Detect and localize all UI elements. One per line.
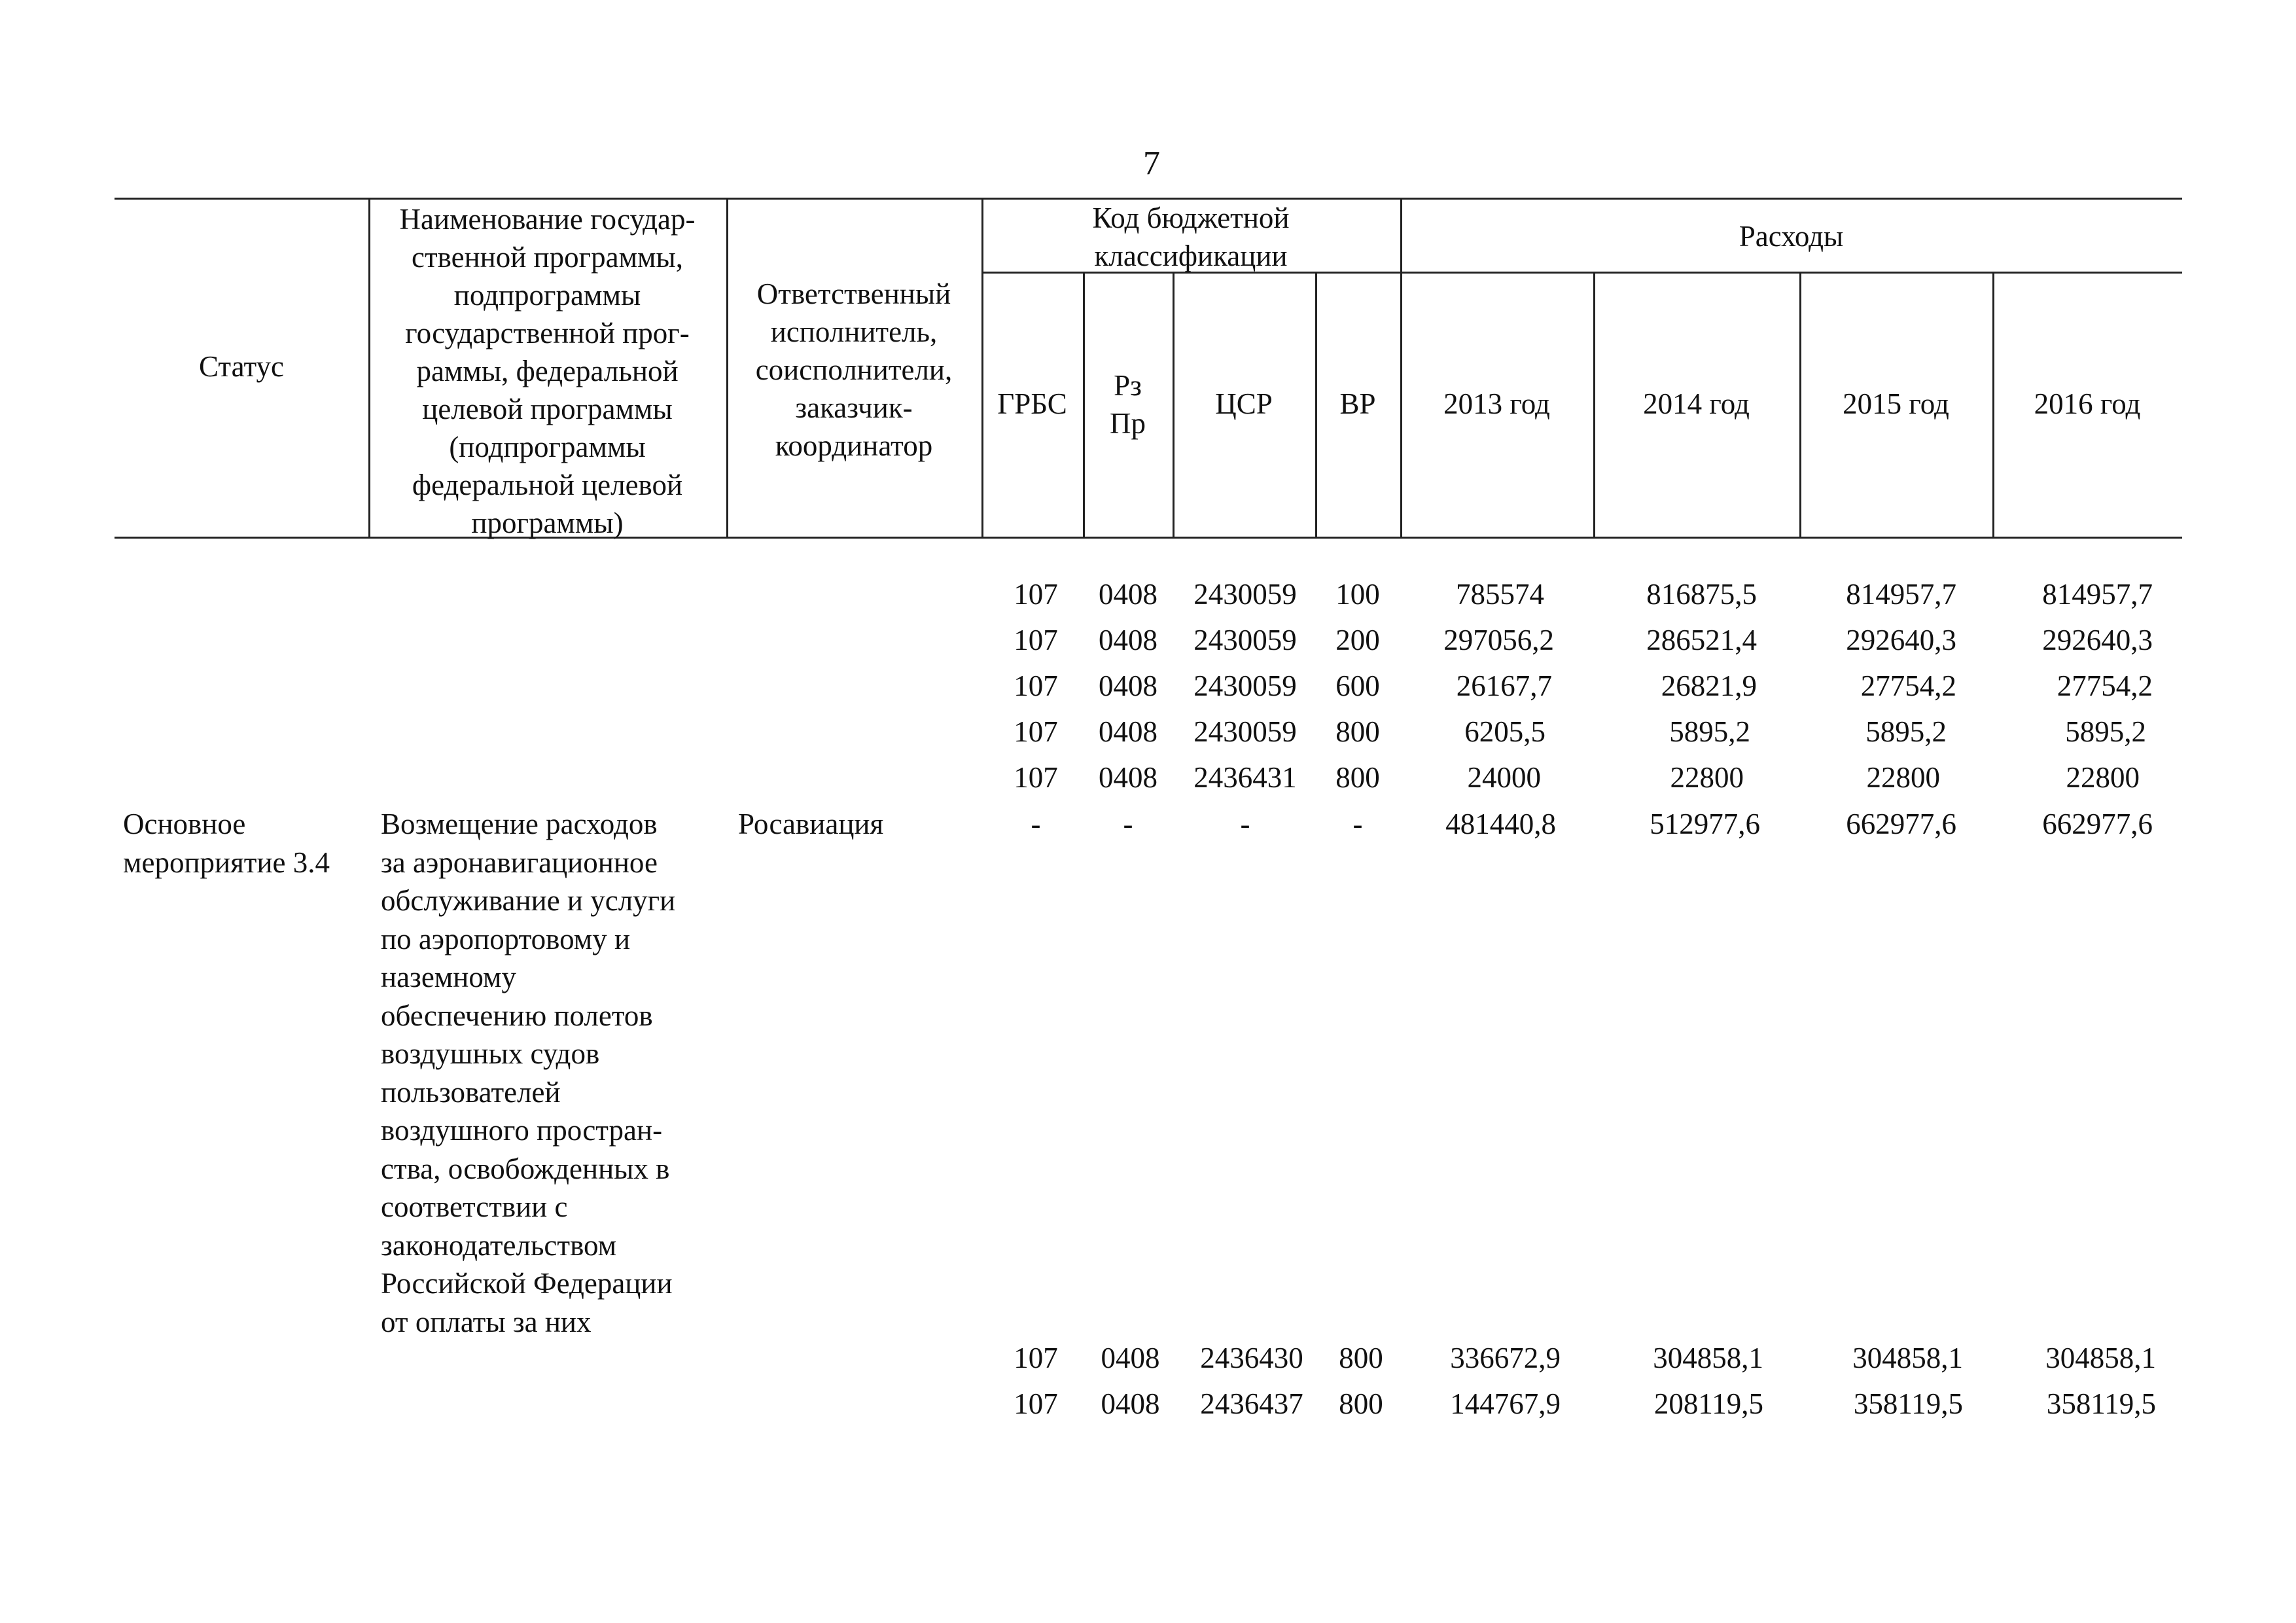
cell-2015: 292640,3 bbox=[1846, 624, 1956, 656]
cell-2013: 785574 bbox=[1456, 578, 1544, 611]
cell-grbs: 107 bbox=[1014, 1342, 1058, 1374]
cell-vr: 600 bbox=[1335, 669, 1380, 702]
cell-csr: 2430059 bbox=[1193, 578, 1297, 611]
header-rzpr: Рз Пр bbox=[1110, 369, 1146, 440]
main-program-name: Возмещение расходов за аэронавигационное обслуживание и услуги по аэропортовому и наземному обеспечению полетов воздушных судов пользователей воздушного простран- ства, освобожденных в соответствии с законодательством Российской Федерации от оплаты за них bbox=[381, 808, 676, 1338]
cell-csr: 2436437 bbox=[1200, 1387, 1303, 1420]
main-responsible: Росавиация bbox=[738, 808, 884, 840]
cell-2014: 512977,6 bbox=[1650, 808, 1760, 840]
header-year-2016: 2016 год bbox=[2034, 387, 2141, 420]
cell-2014: 22800 bbox=[1670, 761, 1744, 794]
cell-2013: 297056,2 bbox=[1443, 624, 1554, 656]
cell-grbs: 107 bbox=[1014, 715, 1058, 748]
expenses-rule bbox=[1400, 272, 2182, 274]
cell-2013: 26167,7 bbox=[1456, 669, 1552, 702]
cell-2016: 22800 bbox=[2066, 761, 2140, 794]
header-budget-code: Код бюджетной классификации bbox=[1092, 202, 1290, 272]
main-status: Основное мероприятие 3.4 bbox=[123, 808, 330, 879]
cell-vr: 800 bbox=[1339, 1342, 1383, 1374]
cell-2015: 22800 bbox=[1866, 761, 1940, 794]
cell-2015: 304858,1 bbox=[1852, 1342, 1963, 1374]
cell-csr: 2430059 bbox=[1193, 624, 1297, 656]
cell-vr: 200 bbox=[1335, 624, 1380, 656]
cell-csr: 2430059 bbox=[1193, 669, 1297, 702]
cell-2016: 5895,2 bbox=[2065, 715, 2146, 748]
cell-grbs: 107 bbox=[1014, 761, 1058, 794]
cell-grbs: 107 bbox=[1014, 624, 1058, 656]
cell-2014: 286521,4 bbox=[1646, 624, 1757, 656]
cell-vr: 800 bbox=[1335, 715, 1380, 748]
header-vr: ВР bbox=[1339, 387, 1376, 420]
header-program-name: Наименование государ- ственной программы, подпрограммы государственной прог- раммы, федеральной целевой программы (подпрограммы федеральной целевой программы) bbox=[399, 203, 696, 539]
cell-grbs: - bbox=[1031, 808, 1041, 840]
cell-vr: 800 bbox=[1339, 1387, 1383, 1420]
cell-rzpr: 0408 bbox=[1099, 624, 1157, 656]
cell-rzpr: 0408 bbox=[1099, 715, 1157, 748]
cell-csr: - bbox=[1240, 808, 1250, 840]
cell-grbs: 107 bbox=[1014, 578, 1058, 611]
header-year-2013: 2013 год bbox=[1443, 387, 1550, 420]
header-status: Статус bbox=[199, 350, 284, 383]
cell-vr: - bbox=[1352, 808, 1363, 840]
cell-2016: 814957,7 bbox=[2042, 578, 2153, 611]
cell-csr: 2436430 bbox=[1200, 1342, 1303, 1374]
cell-rzpr: - bbox=[1123, 808, 1133, 840]
cell-2016: 27754,2 bbox=[2057, 669, 2153, 702]
cell-csr: 2436431 bbox=[1193, 761, 1297, 794]
cell-2014: 208119,5 bbox=[1653, 1387, 1763, 1420]
cell-2013: 481440,8 bbox=[1445, 808, 1556, 840]
cell-2013: 6205,5 bbox=[1464, 715, 1545, 748]
page-number: 7 bbox=[1143, 145, 1160, 182]
cell-csr: 2430059 bbox=[1193, 715, 1297, 748]
cell-2016: 358119,5 bbox=[2046, 1387, 2156, 1420]
cell-grbs: 107 bbox=[1014, 669, 1058, 702]
cell-2014: 304858,1 bbox=[1653, 1342, 1763, 1374]
header-responsible: Ответственный исполнитель, соисполнители, заказчик- координатор bbox=[755, 277, 953, 462]
header-csr: ЦСР bbox=[1215, 387, 1273, 420]
cell-2015: 5895,2 bbox=[1865, 715, 1947, 748]
cell-rzpr: 0408 bbox=[1099, 761, 1157, 794]
cell-2016: 662977,6 bbox=[2042, 808, 2153, 840]
cell-2016: 292640,3 bbox=[2042, 624, 2153, 656]
cell-rzpr: 0408 bbox=[1101, 1387, 1160, 1420]
cell-2014: 5895,2 bbox=[1669, 715, 1750, 748]
cell-2015: 358119,5 bbox=[1853, 1387, 1963, 1420]
cell-rzpr: 0408 bbox=[1101, 1342, 1160, 1374]
cell-rzpr: 0408 bbox=[1099, 578, 1157, 611]
cell-rzpr: 0408 bbox=[1099, 669, 1157, 702]
header-year-2015: 2015 год bbox=[1843, 387, 1949, 420]
cell-2015: 27754,2 bbox=[1860, 669, 1956, 702]
cell-vr: 800 bbox=[1335, 761, 1380, 794]
cell-vr: 100 bbox=[1335, 578, 1380, 611]
cell-2014: 26821,9 bbox=[1661, 669, 1757, 702]
cell-grbs: 107 bbox=[1014, 1387, 1058, 1420]
cell-2016: 304858,1 bbox=[2045, 1342, 2156, 1374]
cell-2015: 814957,7 bbox=[1846, 578, 1956, 611]
cell-2015: 662977,6 bbox=[1846, 808, 1956, 840]
header-expenses: Расходы bbox=[1739, 220, 1844, 253]
cell-2013: 336672,9 bbox=[1450, 1342, 1561, 1374]
cell-2014: 816875,5 bbox=[1646, 578, 1757, 611]
header-year-2014: 2014 год bbox=[1643, 387, 1750, 420]
header-grbs: ГРБС bbox=[997, 387, 1067, 420]
cell-2013: 144767,9 bbox=[1450, 1387, 1561, 1420]
cell-2013: 24000 bbox=[1467, 761, 1541, 794]
